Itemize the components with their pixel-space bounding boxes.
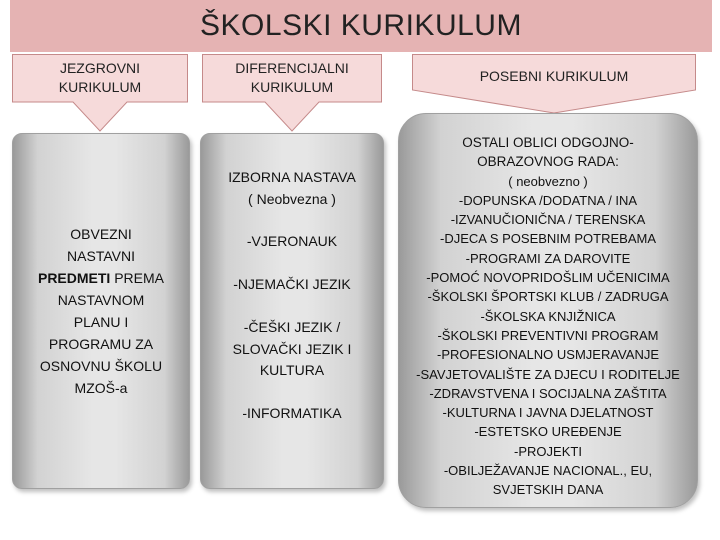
- left-panel-bold-word: PREDMETI: [37, 270, 111, 286]
- right-panel-item: -DOPUNSKA /DODATNA / INA: [458, 192, 638, 208]
- right-panel-item: -PROGRAMI ZA DAROVITE: [465, 250, 631, 266]
- left-panel-line: OBVEZNI: [70, 226, 132, 242]
- right-panel-item: -ESTETSKO UREĐENJE: [474, 424, 622, 440]
- right-panel-item: -ZDRAVSTVENA I SOCIJALNA ZAŠTITA: [429, 385, 667, 401]
- left-panel-line: PROGRAMU ZA: [48, 336, 154, 352]
- mid-panel-item: KULTURA: [259, 362, 325, 378]
- left-panel-line: OSNOVNU ŠKOLU: [39, 358, 163, 374]
- right-panel-heading-line: OBRAZOVNOG RADA:: [477, 154, 619, 170]
- left-panel-line: NASTAVNI: [67, 248, 135, 264]
- special-curriculum-callout: [412, 54, 696, 114]
- left-panel-line: NASTAVNOM: [57, 292, 145, 308]
- right-panel-item: -ŠKOLSKA KNJIŽNICA: [480, 308, 616, 324]
- mid-panel-item: -ČEŠKI JEZIK /: [243, 319, 341, 335]
- differential-curriculum-callout: [202, 54, 382, 132]
- right-panel-item: -KULTURNA I JAVNA DJELATNOST: [442, 405, 654, 421]
- mid-panel-heading: IZBORNA NASTAVA: [228, 169, 356, 185]
- diagram-title: [10, 0, 712, 52]
- mid-panel-subheading: ( Neobvezna ): [248, 191, 336, 207]
- differential-callout-line-1: DIFERENCIJALNI: [235, 60, 349, 76]
- special-callout-line-1: POSEBNI KURIKULUM: [479, 67, 629, 84]
- other-activities-panel: [398, 113, 698, 508]
- mid-panel-item: -NJEMAČKI JEZIK: [233, 276, 351, 292]
- right-panel-item: -ŠKOLSKI PREVENTIVNI PROGRAM: [437, 327, 659, 343]
- right-panel-item: -OBILJEŽAVANJE NACIONAL., EU,: [443, 463, 653, 479]
- core-callout-line-1: JEZGROVNI: [59, 60, 141, 76]
- right-panel-item: -DJECA S POSEBNIM POTREBAMA: [440, 231, 656, 247]
- mid-panel-item: -INFORMATIKA: [242, 405, 342, 421]
- diagram-title-text: ŠKOLSKI KURIKULUM: [200, 9, 522, 42]
- elective-teaching-panel: [200, 133, 384, 489]
- mid-panel-item: -VJERONAUK: [246, 233, 338, 249]
- right-panel-subheading: ( neobvezno ): [508, 173, 588, 189]
- compulsory-subjects-panel: [12, 133, 190, 489]
- right-panel-item: -SAVJETOVALIŠTE ZA DJECU I RODITELJE: [416, 366, 680, 382]
- right-panel-item: SVJETSKIH DANA: [492, 482, 604, 498]
- right-panel-item: -IZVANUČIONIČNA / TERENSKA: [450, 212, 646, 228]
- core-curriculum-callout: [12, 54, 188, 132]
- right-panel-item: -PROFESIONALNO USMJERAVANJE: [437, 347, 659, 363]
- right-panel-item: -ŠKOLSKI ŠPORTSKI KLUB / ZADRUGA: [427, 289, 669, 305]
- left-panel-line: PLANU I: [73, 314, 129, 330]
- left-panel-line: MZOŠ-a: [74, 380, 128, 396]
- mid-panel-item: SLOVAČKI JEZIK I: [232, 341, 352, 357]
- right-panel-item: -PROJEKTI: [514, 443, 582, 459]
- right-panel-heading-line: OSTALI OBLICI ODGOJNO-: [462, 135, 634, 150]
- right-panel-item: -POMOĆ NOVOPRIDOŠLIM UČENICIMA: [426, 270, 670, 286]
- core-callout-line-2: KURIKULUM: [58, 79, 142, 95]
- left-panel-line-rest: PREMA: [110, 270, 165, 286]
- left-panel-line: [38, 267, 164, 289]
- differential-callout-line-2: KURIKULUM: [250, 79, 334, 95]
